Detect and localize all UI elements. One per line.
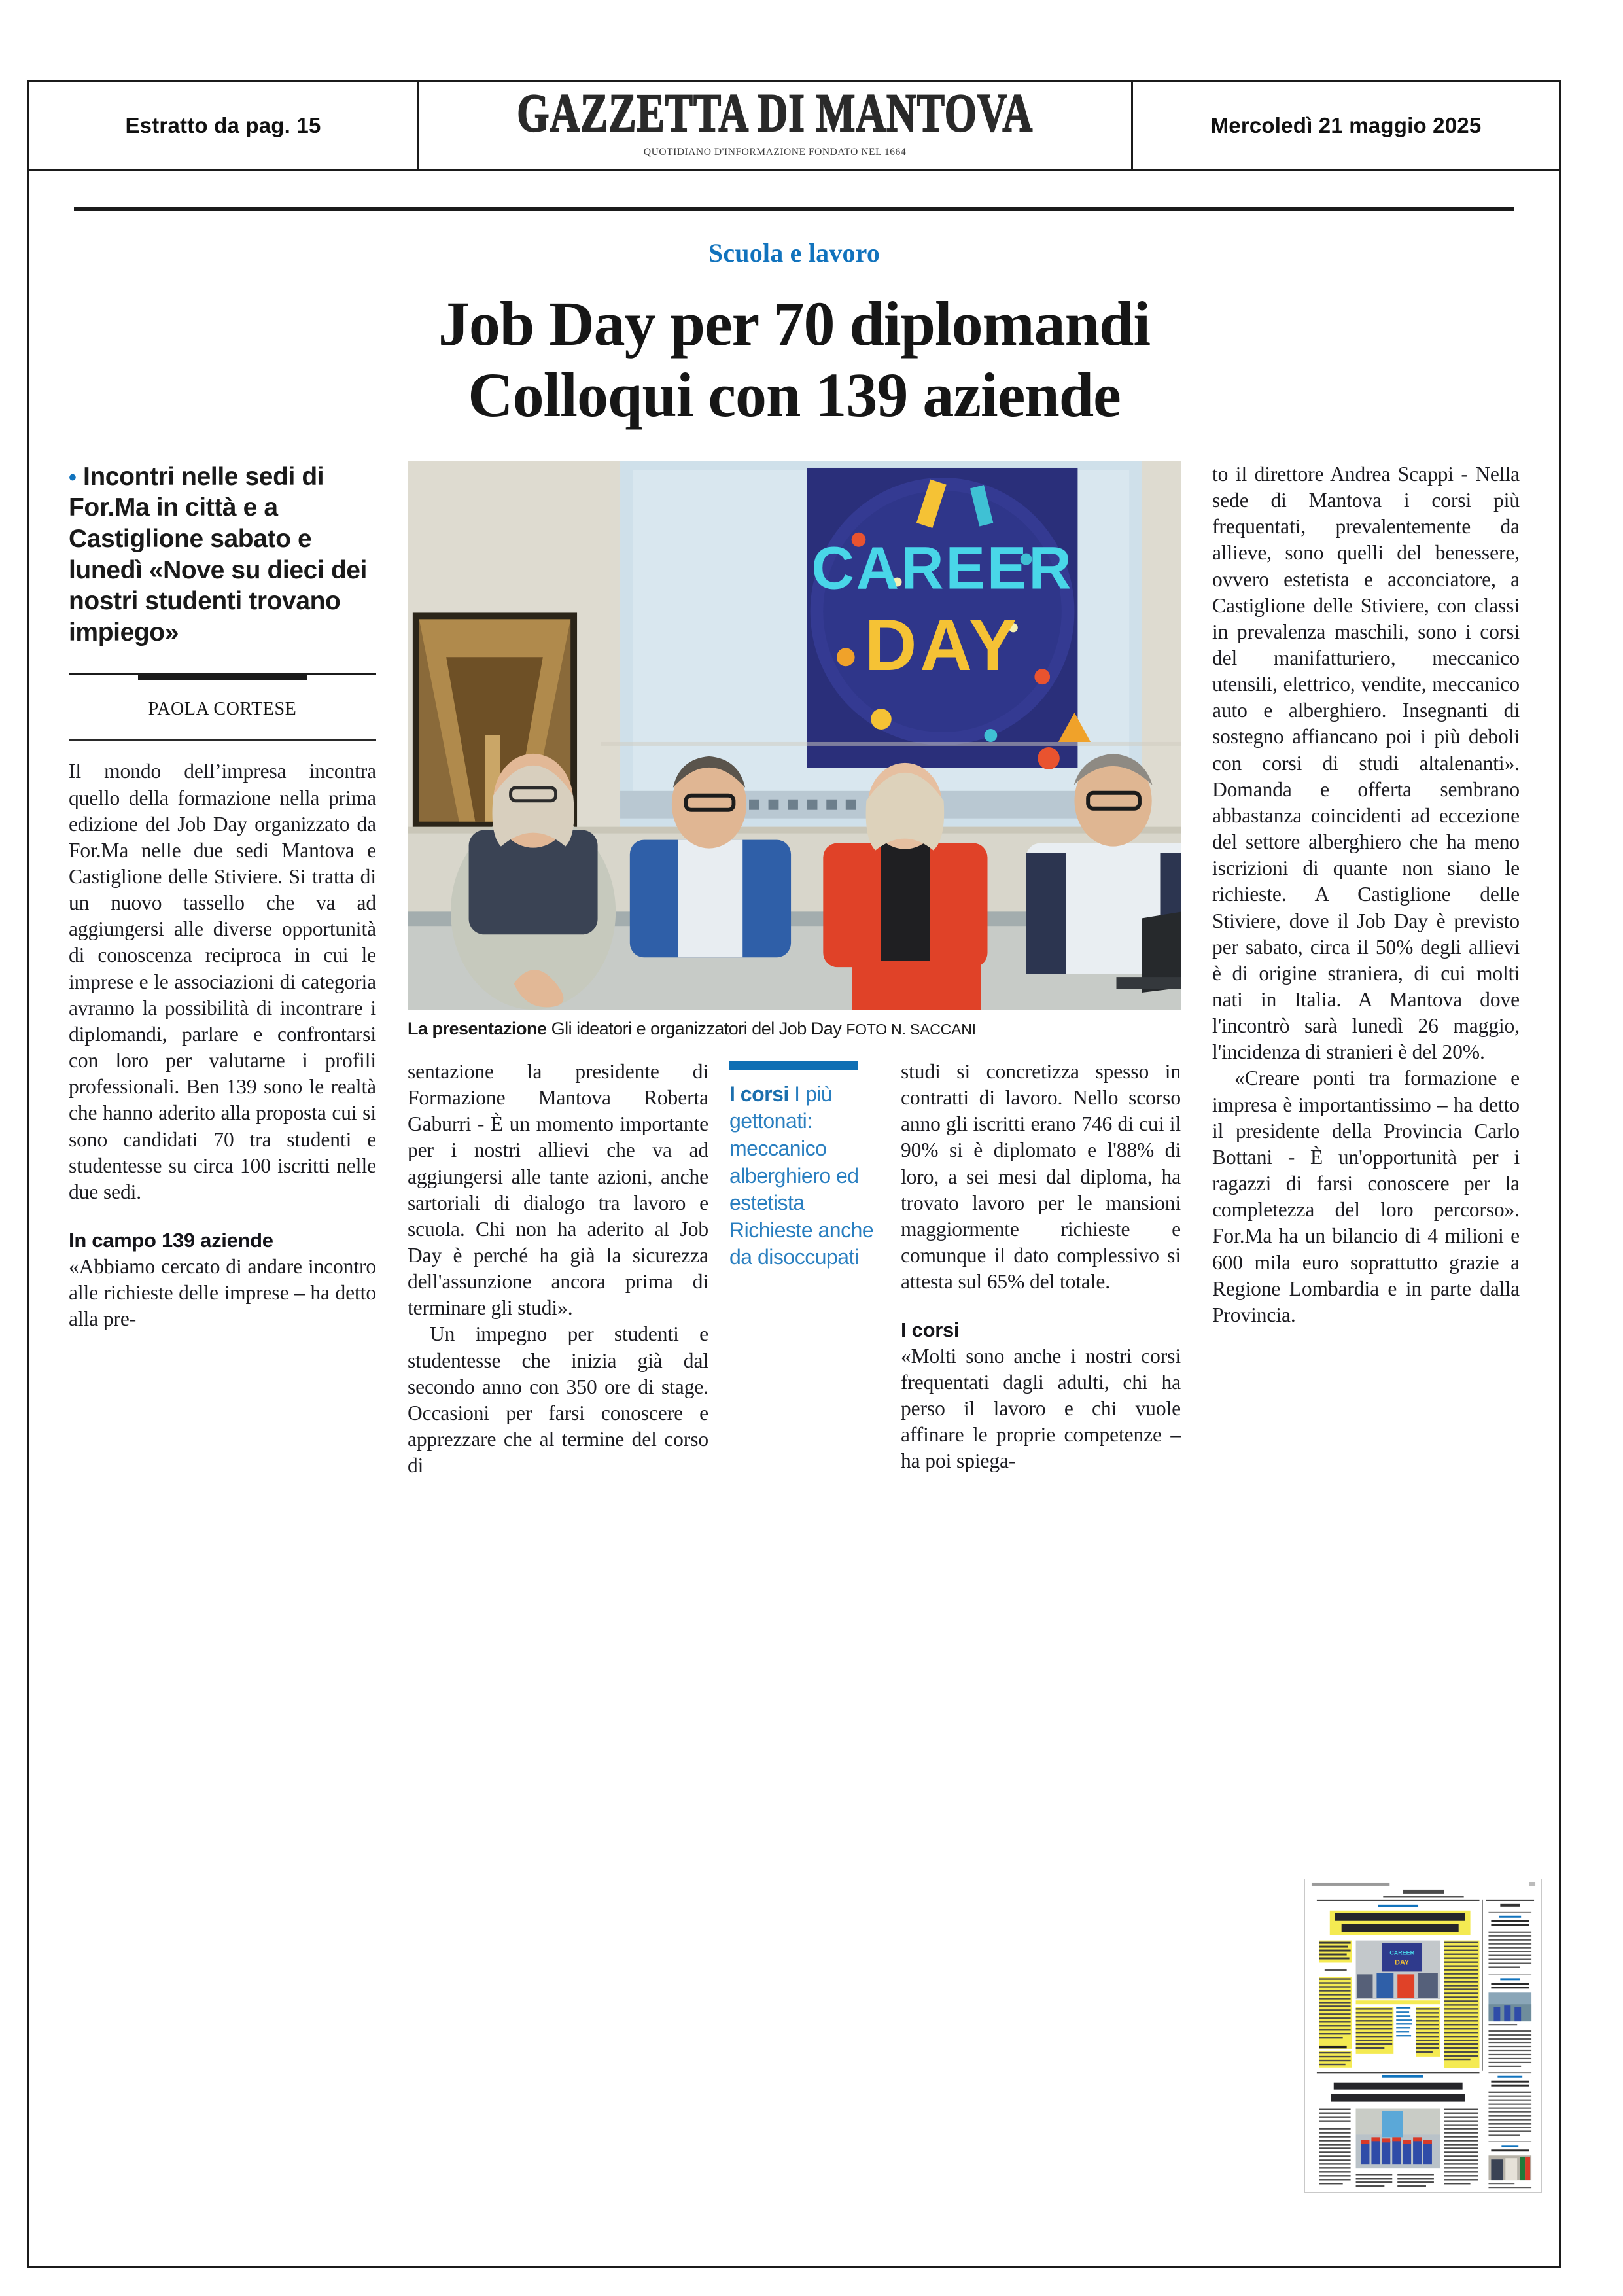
svg-text:DAY: DAY (1395, 1958, 1410, 1967)
article (29, 207, 1559, 1479)
article-deck (69, 461, 376, 648)
photo-caption (408, 1019, 1181, 1039)
body-start-rule (69, 739, 376, 741)
paragraph: studi si concretizza spesso in contratti di lavoro. Nello scorso anno gli iscritti erano 746 di cui il 90% si è diplomato e l'88% di loro, a sei mesi dal diploma, ha trovato lavoro per le mansioni maggiormente richieste e comunque il dato complessivo si attesta sul 65% del totale. (901, 1059, 1181, 1294)
caption-text: Gli ideatori e organizzatori del Job Day (551, 1018, 842, 1038)
center-subcolumns (408, 1059, 1181, 1479)
top-divider-rule (74, 207, 1514, 211)
publication-date-cell (1133, 82, 1559, 169)
clipping-frame (27, 80, 1561, 2268)
article-byline: PAOLA CORTESE (148, 699, 297, 720)
caption-lead: La presentazione (408, 1018, 547, 1038)
article-kicker: Scuola e lavoro (708, 238, 881, 268)
headline-line-1: Job Day per 70 diplomandi (438, 289, 1151, 359)
headline-line-2: Colloqui con 139 aziende (468, 360, 1121, 431)
page-thumbnail (1304, 1879, 1542, 2193)
column-center-body (408, 1059, 708, 1479)
pullbox-rule (729, 1061, 858, 1070)
svg-text:CAREER: CAREER (811, 534, 1073, 602)
column-three-subhead: I corsi (901, 1318, 960, 1342)
article-photo (408, 461, 1181, 1010)
deck-text: Incontri nelle sedi di For.Ma in città e a Castiglione sabato e lunedì «Nove su dieci dei nostri studenti trovano impiego» (69, 462, 367, 646)
extract-page-label: Estratto da pag. 15 (125, 113, 321, 137)
paragraph: «Molti sono anche i nostri corsi frequentati dagli adulti, chi ha perso il lavoro e chi vuole affinare le proprie competenze – ha poi spiega- (901, 1344, 1181, 1473)
column-center (408, 461, 1181, 1479)
paragraph: sentazione la presidente di Formazione Mantova Roberta Gaburri - È un momento importante per i nostri allievi che va ad aggiungersi alle tante azioni, anche sartoriali di dialogo tra lavoro e scuola. Chi non ha aderito al Job Day è perché ha già la sicurezza dell'assunzione ancora prima di terminare gli studi». (408, 1059, 708, 1320)
column-right-body (1212, 461, 1520, 1328)
extract-page-cell (29, 82, 419, 169)
paragraph: Un impegno per studenti e studentesse che inizia già dal secondo anno con 350 ore di stage. Occasioni per farsi conoscere e apprezzare che al termine del corso di (408, 1322, 708, 1477)
article-columns (69, 461, 1520, 1479)
photo-illustration (408, 461, 1181, 1010)
column-left-body (69, 758, 376, 1332)
pullbox-courses (729, 1059, 880, 1479)
paragraph: «Abbiamo cercato di andare incontro alle richieste delle imprese – ha detto alla pre- (69, 1254, 376, 1330)
column-left-subhead: In campo 139 aziende (69, 1229, 273, 1252)
masthead (29, 82, 1559, 171)
newspaper-tagline: QUOTIDIANO D'INFORMAZIONE FONDATO NEL 1664 (643, 147, 907, 158)
column-three-body (901, 1059, 1181, 1479)
deck-bullet-icon: • (69, 465, 77, 490)
photo-credit: FOTO N. SACCANI (846, 1020, 976, 1038)
column-right (1212, 461, 1520, 1479)
paragraph: «Creare ponti tra formazione e impresa è importantissimo – ha detto il presidente della Provincia Carlo Bottani - È un'opportunità per i ragazzi di farsi conoscere per la completezza del loro percorso». For.Ma ha un bilancio di 4 milioni e 600 mila euro soprattutto grazie a Regione Lombardia e in parte dalla Provincia. (1212, 1067, 1520, 1326)
pullbox-title: I corsi (729, 1082, 789, 1106)
newspaper-logo: GAZZETTA DI MANTOVA (516, 83, 1033, 143)
article-headline (69, 288, 1520, 431)
column-left (69, 461, 376, 1479)
svg-text:CAREER: CAREER (1389, 1949, 1415, 1956)
paragraph: to il direttore Andrea Scappi - Nella sede di Mantova i corsi più frequentati, prevalentemente da allieve, sono quelli del benessere, ovvero estetista e acconciatore, a Castiglione delle Stiviere, con classi in prevalenza maschili, sono i corsi del manifatturiero, meccanico utensili, elettrico, vendite, meccanico auto e alberghiero. Insegnanti di sostegno affiancano poi i più deboli con corsi di studi altalenanti». Domanda e offerta sembrano abbastanza coincidenti ad eccezione del settore alberghiero che ha meno iscrizioni di quante non siano le richieste. A Castiglione delle Stiviere, dove il Job Day è previsto per sabato, circa il 50% degli allievi è di origine straniera, di cui molti nati in Italia. A Mantova dove l'incontrò sarà lunedì 26 maggio, l'incidenza di stranieri è del 20%. (1212, 462, 1520, 1064)
publication-date: Mercoledì 21 maggio 2025 (1210, 113, 1482, 137)
byline-rule-thick (138, 675, 307, 680)
svg-text:DAY: DAY (864, 603, 1021, 686)
thumbnail-illustration (1305, 1879, 1541, 2192)
newspaper-logo-cell (419, 82, 1133, 169)
pullbox-content (729, 1081, 880, 1271)
pullbox-body: I più gettonati: meccanico alberghiero ed estetista Richieste anche da disoccupati (729, 1082, 874, 1269)
paragraph: Il mondo dell’impresa incontra quello della formazione nella prima edizione del Job Day organizzato da For.Ma nelle due sedi Mantova e Castiglione delle Stiviere. Si tratta di un nuovo tassello che va ad aggiungersi alle diverse opportunità di conoscenza reciproca in cui le imprese e le associazioni di categoria avranno la possibilità di incontrare i diplomandi, parlare e confrontarsi con loro per valutarne i profili professionali. Ben 139 sono le realtà che hanno aderito alla proposta cui si sono candidati 70 tra studenti e studentesse su circa 100 iscritti nelle due sedi. (69, 760, 376, 1203)
